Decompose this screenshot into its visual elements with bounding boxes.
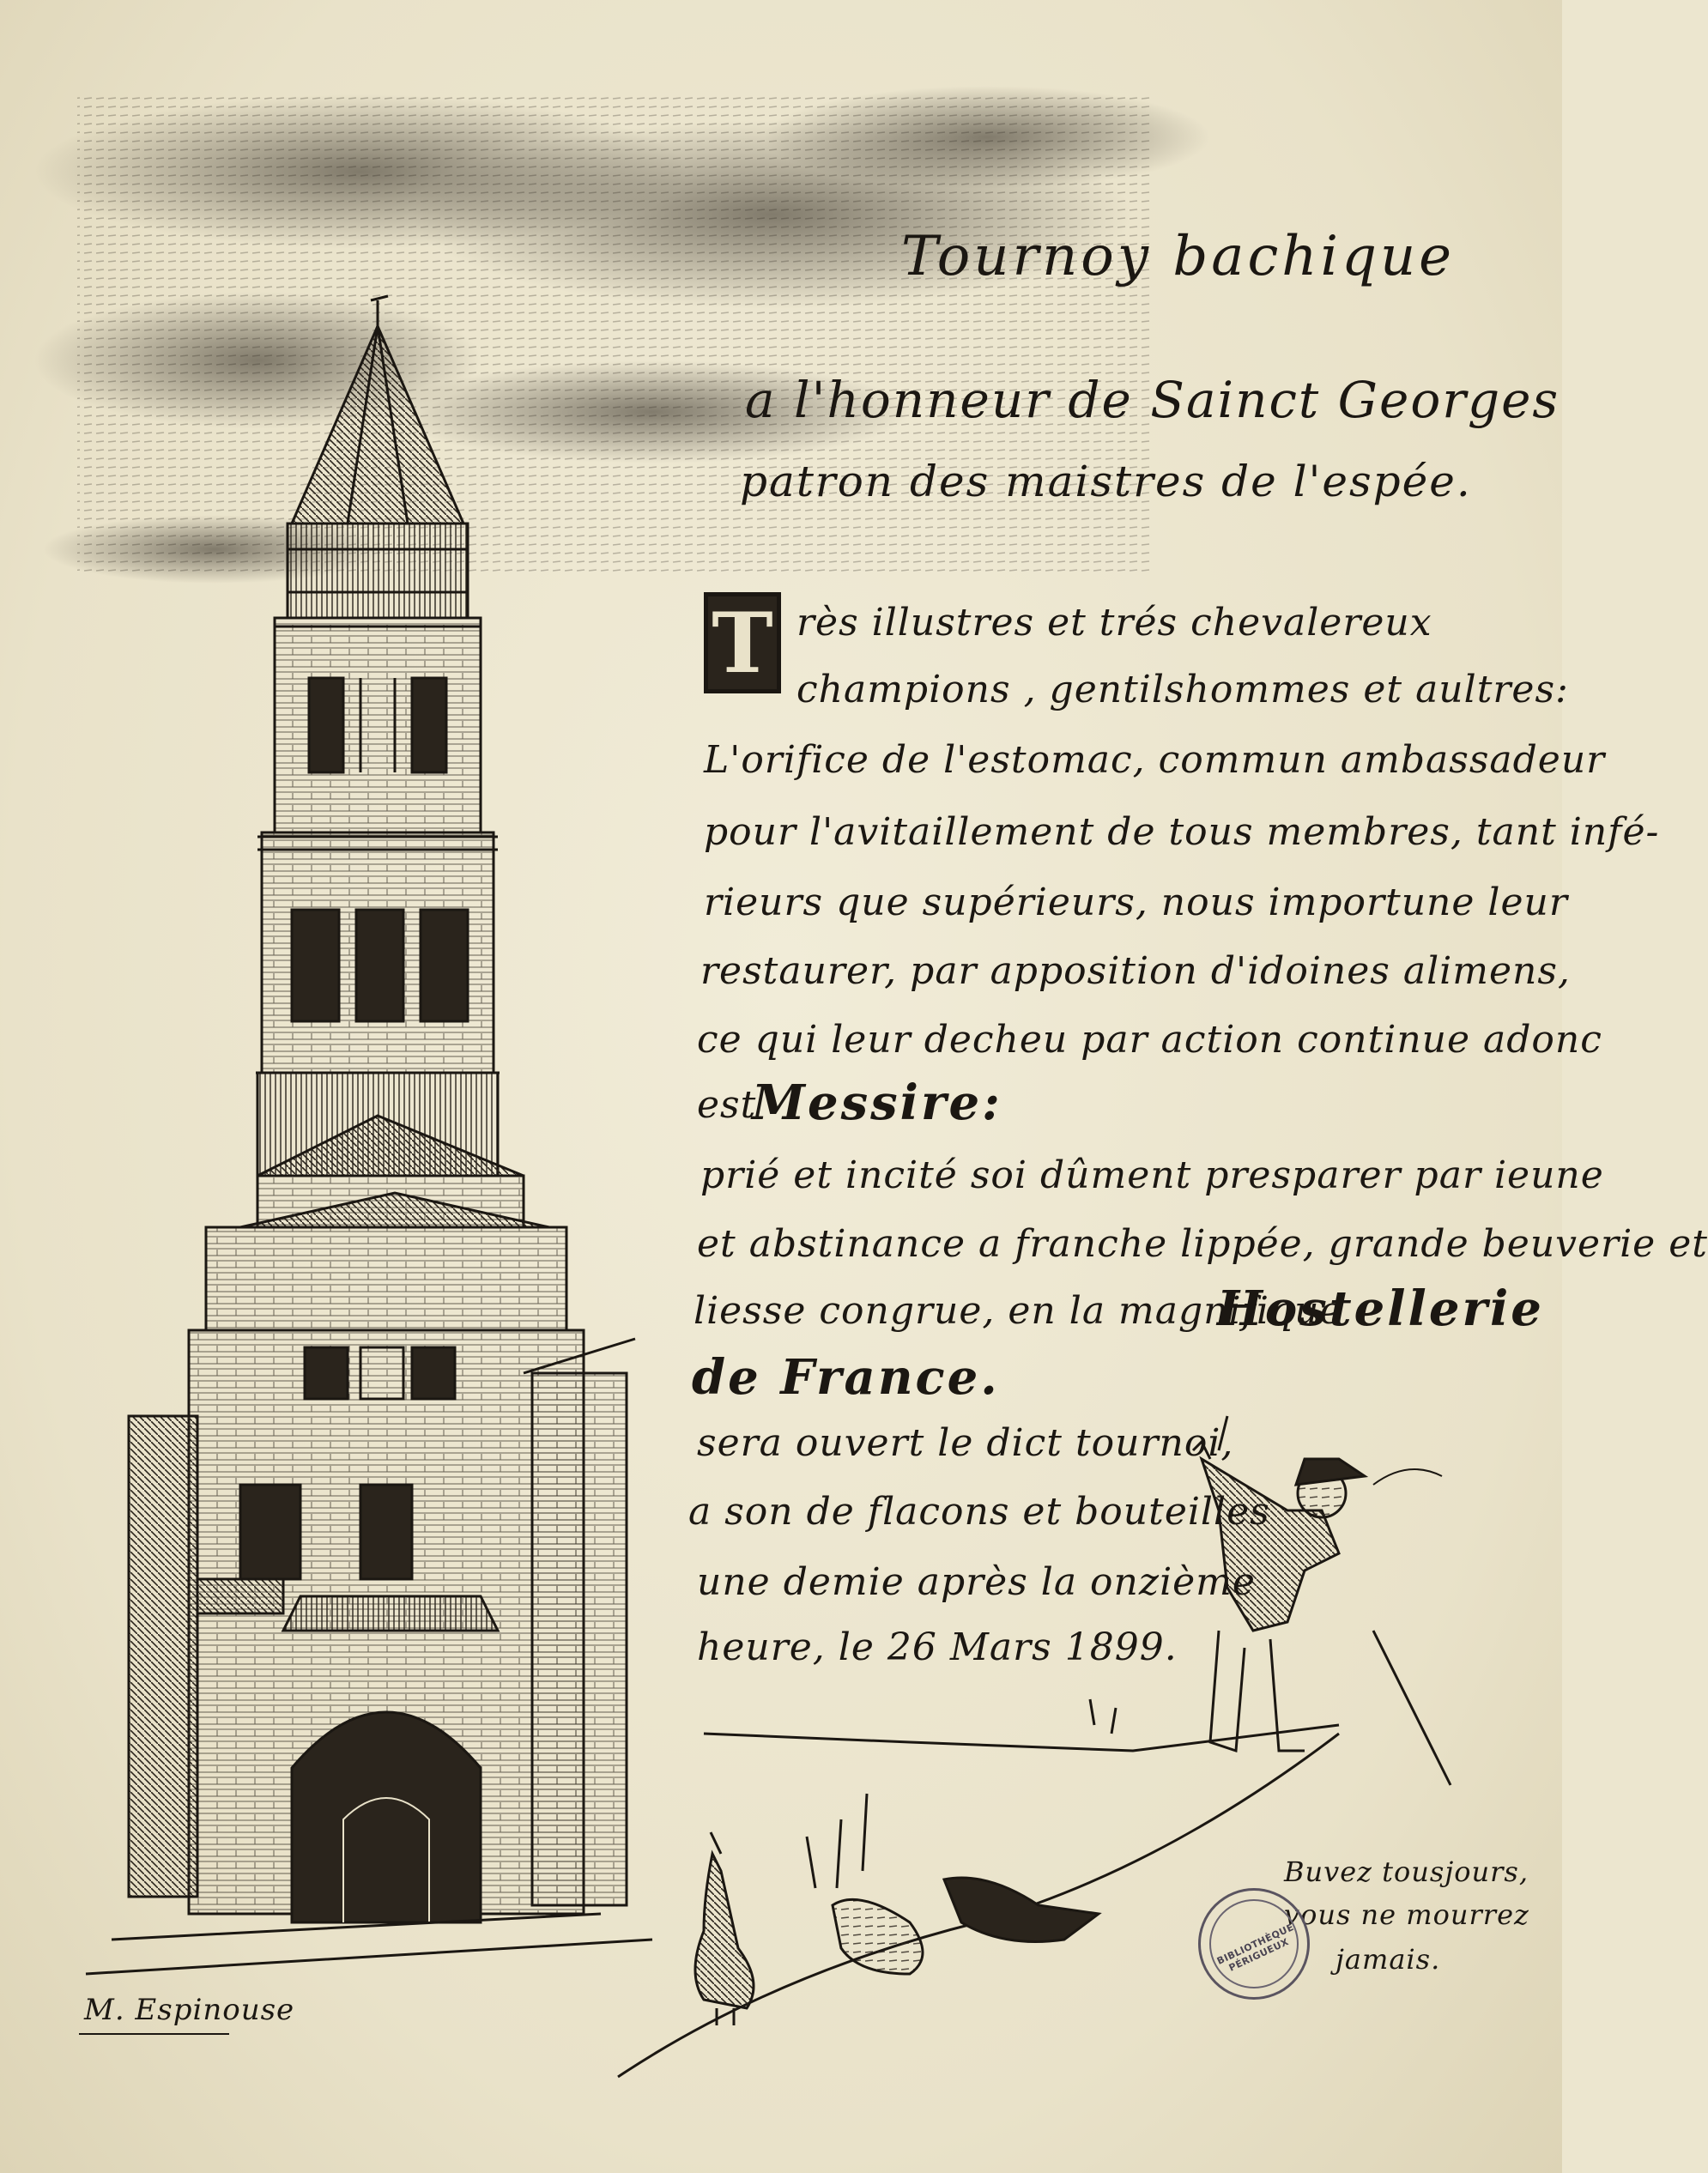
- stamp-text: BIBLIOTHÈQUE PÉRIGUEUX: [1214, 1921, 1296, 1974]
- messire: Messire:: [752, 1074, 1002, 1131]
- closing-line: a son de flacons et bouteilles: [688, 1490, 1270, 1534]
- hostellerie-name-line2: de France.: [692, 1349, 1000, 1406]
- body-line: L'orifice de l'estomac, commun ambassadeur: [704, 738, 1606, 782]
- drop-cap-letter: T: [712, 594, 773, 692]
- body-line: champions , gentilshommes et aultres:: [796, 668, 1569, 711]
- hostellerie-name: Hostellerie: [1217, 1280, 1544, 1337]
- motto-line: Buvez tousjours,: [1284, 1855, 1529, 1888]
- closing-line: heure, le 26 Mars 1899.: [697, 1625, 1178, 1669]
- hill-and-birds: [618, 1699, 1339, 2077]
- body-line: restaurer, par apposition d'idoines alimens,: [700, 949, 1571, 993]
- body-line: rès illustres et trés chevalereux: [796, 601, 1432, 645]
- body-line: rieurs que supérieurs, nous importune leur: [704, 881, 1568, 924]
- body-line: prié et incité soi dûment presparer par ieune: [700, 1153, 1604, 1197]
- body-line: pour l'avitaillement de tous membres, tant infé-: [704, 810, 1660, 854]
- body-line: et abstinance a franche lippée, grande beuverie et: [697, 1222, 1708, 1266]
- drop-cap: [704, 592, 781, 693]
- signature-underline: [79, 2031, 233, 2037]
- messire-prefix: est: [697, 1083, 757, 1127]
- motto-line: jamais.: [1336, 1943, 1441, 1976]
- library-stamp: [1198, 1888, 1310, 2000]
- closing-line: sera ouvert le dict tournoi,: [697, 1421, 1234, 1465]
- hostellerie-prefix: liesse congrue, en la magnifique: [693, 1289, 1343, 1333]
- sky-clouds: [34, 86, 1210, 584]
- motto-line: vous ne mourrez: [1284, 1898, 1529, 1931]
- document-title: Tournoy bachique: [901, 225, 1456, 288]
- patron-line: patron des maistres de l'espée.: [740, 457, 1472, 506]
- dedication-line: a l'honneur de Sainct Georges: [745, 371, 1560, 429]
- artist-signature: M. Espinouse: [84, 1993, 295, 2027]
- closing-line: une demie après la onzième: [697, 1560, 1256, 1604]
- body-line: ce qui leur decheu par action continue adonc: [697, 1018, 1602, 1062]
